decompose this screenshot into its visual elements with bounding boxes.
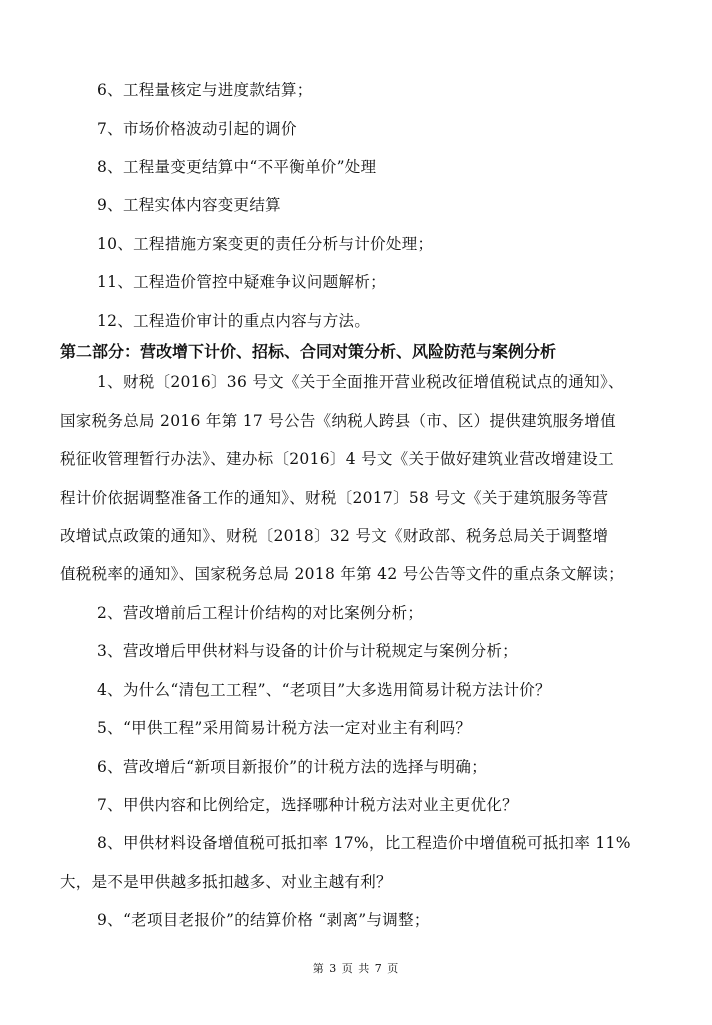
paragraph-line: 改增试点政策的通知》、财税〔2018〕32 号文《财政部、税务总局关于调整增 (60, 527, 609, 545)
page-footer: 第 3 页 共 7 页 (312, 962, 400, 975)
paragraph-line: 值税税率的通知》、国家税务总局 2018 年第 42 号公告等文件的重点条文解读； (60, 565, 624, 583)
list-item: 11、工程造价管控中疑难争议问题解析； (97, 273, 386, 291)
list-item: 7、甲供内容和比例给定，选择哪种计税方法对业主更优化？ (97, 796, 518, 814)
list-item: 3、营改增后甲供材料与设备的计价与计税规定与案例分析； (97, 642, 518, 660)
paragraph-line: 国家税务总局 2016 年第 17 号公告《纳税人跨县（市、区）提供建筑服务增值 (60, 412, 616, 430)
list-item: 5、“甲供工程”采用简易计税方法一定对业主有利吗？ (97, 719, 472, 737)
list-item: 7、市场价格波动引起的调价 (97, 120, 297, 138)
list-item: 4、为什么“清包工工程”、“老项目”大多选用简易计税方法计价？ (97, 681, 551, 699)
paragraph-line: 大，是不是甲供越多抵扣越多、对业主越有利？ (60, 873, 392, 891)
paragraph-line: 8、甲供材料设备增值税可抵扣率 17%，比工程造价中增值税可抵扣率 11% (97, 834, 631, 852)
list-item: 2、营改增前后工程计价结构的对比案例分析； (97, 604, 424, 622)
paragraph-line: 1、财税〔2016〕36 号文《关于全面推开营业税改征增值税试点的通知》、 (97, 373, 624, 391)
list-item: 12、工程造价审计的重点内容与方法。 (97, 312, 371, 330)
list-item: 10、工程措施方案变更的责任分析与计价处理； (97, 235, 434, 253)
paragraph-line: 程计价依据调整准备工作的通知》、财税〔2017〕58 号文《关于建筑服务等营 (60, 489, 609, 507)
list-item: 9、“老项目老报价”的结算价格 “剥离”与调整； (97, 911, 430, 929)
section-heading: 第二部分：营改增下计价、招标、合同对策分析、风险防范与案例分析 (60, 342, 557, 361)
list-item: 8、工程量变更结算中“不平衡单价”处理 (97, 158, 377, 176)
list-item: 6、工程量核定与进度款结算； (97, 81, 313, 99)
paragraph-line: 税征收管理暂行办法》、建办标〔2016〕4 号文《关于做好建筑业营改增建设工 (60, 450, 614, 468)
list-item: 6、营改增后“新项目新报价”的计税方法的选择与明确； (97, 758, 488, 776)
list-item: 9、工程实体内容变更结算 (97, 196, 281, 214)
